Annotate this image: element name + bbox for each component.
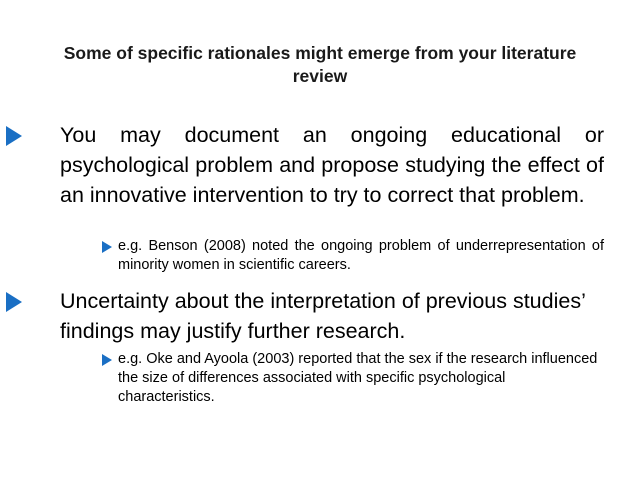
triangle-bullet-icon bbox=[6, 126, 22, 146]
slide-title: Some of specific rationales might emerge from your literature review bbox=[63, 43, 577, 86]
bullet-2-sub-item bbox=[100, 350, 604, 407]
bullet-1-sub bbox=[100, 237, 604, 275]
bullet-1-text: You may document an ongoing educational or psychological problem and propose studying the effect of an innovative intervention to try to correct that problem. bbox=[60, 123, 604, 207]
bullet-1 bbox=[6, 120, 604, 210]
bullet-2-sub-text: e.g. Oke and Ayoola (2003) reported that the sex if the research influenced the size of differences associated with specific psychological characteristics. bbox=[118, 351, 598, 405]
bullet-1-sub-item bbox=[100, 237, 604, 275]
bullet-2-sub bbox=[100, 350, 604, 407]
triangle-bullet-icon bbox=[102, 241, 112, 253]
bullet-2-item bbox=[6, 286, 604, 346]
bullet-2-text: Uncertainty about the interpretation of previous studies’ findings may justify further research. bbox=[60, 289, 586, 343]
triangle-bullet-icon bbox=[6, 292, 22, 312]
bullet-2 bbox=[6, 286, 604, 346]
triangle-bullet-icon bbox=[102, 354, 112, 366]
bullet-1-sub-text: e.g. Benson (2008) noted the ongoing problem of underrepresentation of minority women in scientific careers. bbox=[118, 238, 604, 273]
bullet-1-item bbox=[6, 120, 604, 210]
